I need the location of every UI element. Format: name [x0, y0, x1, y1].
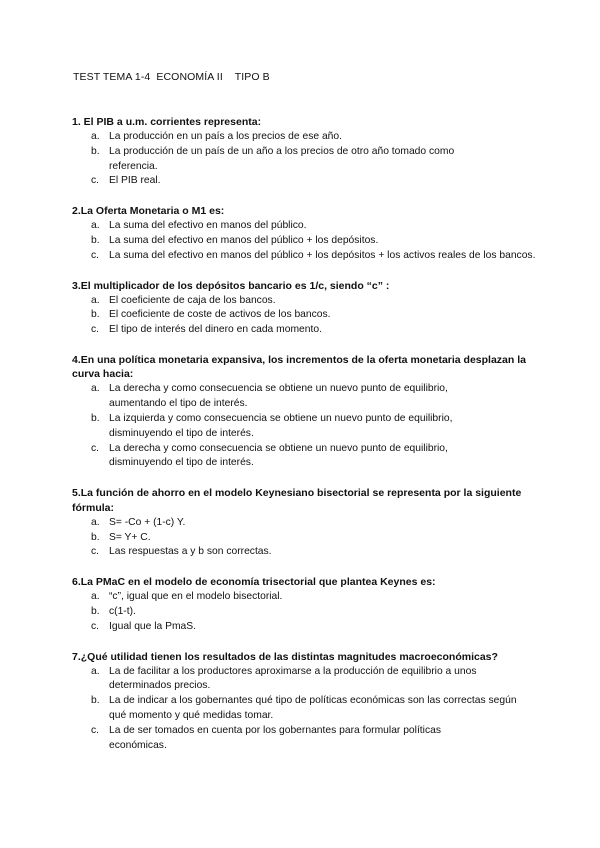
option-a: a. La derecha y como consecuencia se obtiene un nuevo punto de equilibrio, aumentando el tipo de interés. — [91, 383, 448, 410]
option-b: b. S= Y+ C. — [91, 531, 151, 543]
option-b: b. c(1-t). — [91, 605, 136, 617]
option-c: c. El PIB real. — [91, 175, 161, 187]
question-title: 7.¿Qué utilidad tienen los resultados de las distintas magnitudes macroeconómicas? — [72, 650, 498, 663]
option-b: b. La izquierda y como consecuencia se obtiene un nuevo punto de equilibrio, disminuyendo el tipo de interés. — [91, 413, 453, 439]
option-b: b. La de indicar a los gobernantes qué tipo de políticas económicas son las correctas según qué momento y qué medidas tomar. — [91, 695, 517, 721]
option-text: La de indicar a los gobernantes qué tipo de políticas económicas son las correctas según qué momento y qué medidas tomar. — [109, 695, 517, 721]
option-text: La izquierda y como consecuencia se obtiene un nuevo punto de equilibrio, disminuyendo el tipo de interés. — [109, 413, 453, 439]
options-list — [72, 665, 542, 754]
option-text: c(1-t). — [109, 605, 136, 617]
option-text: Igual que la PmaS. — [109, 620, 197, 632]
option-text: La producción en un país a los precios de ese año. — [109, 131, 342, 142]
option-text: La suma del efectivo en manos del público + los depósitos. — [109, 234, 379, 246]
option-text: La derecha y como consecuencia se obtiene un nuevo punto de equilibrio, aumentando el tipo de interés. — [109, 383, 448, 410]
question-2 — [72, 204, 542, 263]
question-title: 4.En una política monetaria expansiva, los incrementos de la oferta monetaria desplazan la curva hacia: — [72, 353, 526, 381]
question-title: 6.La PMaC en el modelo de economía trisectorial que plantea Keynes es: — [72, 576, 436, 589]
question-title: 2.La Oferta Monetaria o M1 es: — [72, 205, 225, 218]
option-text: La suma del efectivo en manos del público. — [109, 220, 307, 232]
option-b: b. El coeficiente de coste de activos de los bancos. — [91, 309, 331, 321]
question-title: 1. El PIB a u.m. corrientes representa: — [72, 116, 262, 128]
option-text: El coeficiente de coste de activos de los bancos. — [109, 309, 331, 321]
option-c: c. Las respuestas a y b son correctas. — [91, 546, 272, 558]
option-a: a. La producción en un país a los precios de ese año. — [91, 131, 342, 142]
question-title: 3.El multiplicador de los depósitos bancario es 1/c, siendo “c” : — [72, 279, 390, 292]
option-a: a. El coeficiente de caja de los bancos. — [91, 294, 276, 306]
option-text: “c”, igual que en el modelo bisectorial. — [109, 591, 283, 603]
option-text: S= Y+ C. — [109, 531, 151, 543]
option-b: b. La suma del efectivo en manos del público + los depósitos. — [91, 234, 379, 246]
option-c: c. El tipo de interés del dinero en cada momento. — [91, 324, 322, 336]
option-c: c. La de ser tomados en cuenta por los gobernantes para formular políticas económicas. — [91, 724, 441, 751]
question-list — [72, 115, 542, 768]
option-text: La suma del efectivo en manos del público + los depósitos + los activos reales de los bancos. — [109, 249, 536, 261]
question-title: 5.La función de ahorro en el modelo Keynesiano bisectorial se representa por la siguiente fórmula: — [72, 487, 522, 514]
options-list — [72, 294, 542, 338]
option-text: El PIB real. — [109, 175, 161, 187]
option-b: b. La producción de un país de un año a los precios de otro año tomado como referencia. — [91, 145, 455, 172]
option-text: El tipo de interés del dinero en cada momento. — [109, 324, 322, 336]
option-text: El coeficiente de caja de los bancos. — [109, 294, 276, 306]
option-a: a. “c”, igual que en el modelo bisectorial. — [91, 591, 283, 603]
options-list — [72, 590, 542, 634]
question-4 — [72, 353, 542, 471]
options-list — [72, 219, 542, 263]
option-text: La de facilitar a los productores aproximarse a la producción de equilibrio a unos determinados precios. — [109, 665, 477, 692]
question-6 — [72, 575, 542, 634]
question-7 — [72, 650, 542, 754]
options-list — [72, 516, 542, 560]
option-text: La derecha y como consecuencia se obtiene un nuevo punto de equilibrio, disminuyendo el tipo de interés. — [109, 442, 448, 469]
option-text: Las respuestas a y b son correctas. — [109, 546, 272, 558]
option-c: c. Igual que la PmaS. — [91, 620, 197, 632]
option-a: a. La de facilitar a los productores aproximarse a la producción de equilibrio a unos determinados precios. — [91, 665, 477, 692]
document-header: TEST TEMA 1-4 ECONOMÍA II TIPO B — [73, 71, 270, 83]
option-text: La de ser tomados en cuenta por los gobernantes para formular políticas económicas. — [109, 724, 441, 751]
options-list — [72, 382, 542, 471]
option-text: La producción de un país de un año a los precios de otro año tomado como referencia. — [109, 145, 455, 172]
question-5 — [72, 486, 542, 560]
option-text: S= -Co + (1-c) Y. — [109, 516, 186, 528]
option-a: a. La suma del efectivo en manos del público. — [91, 220, 307, 232]
option-c: c. La derecha y como consecuencia se obtiene un nuevo punto de equilibrio, disminuyendo el tipo de interés. — [91, 442, 448, 469]
question-3 — [72, 279, 542, 338]
question-1 — [72, 115, 542, 189]
option-c: c. La suma del efectivo en manos del público + los depósitos + los activos reales de los bancos. — [91, 249, 536, 261]
option-a: a. S= -Co + (1-c) Y. — [91, 516, 186, 528]
options-list — [72, 130, 542, 189]
